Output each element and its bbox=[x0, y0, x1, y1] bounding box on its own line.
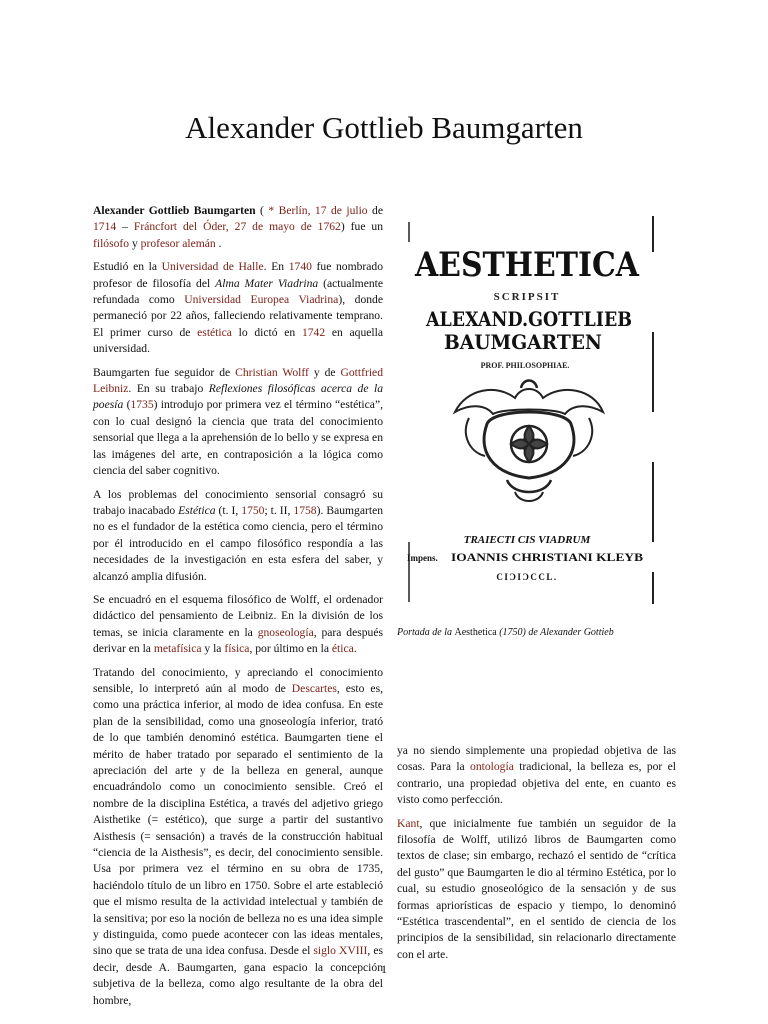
text: ) fue un bbox=[340, 220, 384, 234]
link-filosofo[interactable]: filósofo bbox=[93, 236, 130, 250]
text: (t. I, bbox=[215, 503, 242, 517]
paragraph-wolff bbox=[93, 365, 383, 480]
link-1742[interactable]: 1742 bbox=[301, 325, 326, 339]
text: (actualmente refundada como bbox=[93, 276, 384, 307]
text: , para después derivar en la bbox=[93, 625, 383, 656]
text: y de bbox=[308, 365, 341, 379]
link-death[interactable]: Fráncfort del Óder, 27 de mayo de 1762 bbox=[133, 220, 341, 234]
text: , que inicialmente fue también un seguidor de la filosofía de Wolff, utilizó libros de Baumgarten como textos de clase; sin embargo, rechazó el sentido de “crítica del gusto” que Baumgarten le dio al término Estética, por lo cual, su estudio gnoseológico de la sensación y de sus formas apriorísticas de espacio y tiempo, lo denominó “Estética trascendental”, en el sentido de ciencia de los principios de la sensibilidad, sin relacionarlo directamente con el arte. bbox=[397, 816, 676, 961]
link-christian-wolff[interactable]: Christian Wolff bbox=[235, 365, 309, 379]
link-universidad-halle[interactable]: Universidad de Halle bbox=[161, 260, 264, 274]
figure-publisher: IOANNIS CHRISTIANI KLEYB bbox=[451, 550, 643, 564]
link-kant[interactable]: Kant bbox=[397, 816, 420, 830]
ornament-vignette bbox=[455, 381, 603, 502]
italic-text: Estética bbox=[178, 503, 216, 517]
figure-prof: PROF. PHILOSOPHIAE. bbox=[480, 361, 570, 370]
text: A los problemas del conocimiento sensorial consagró su trabajo inacabado bbox=[93, 487, 383, 517]
figure-year: CIƆIƆCCL. bbox=[496, 572, 558, 582]
link-1740[interactable]: 1740 bbox=[288, 260, 312, 274]
text: ). Baumgarten no es el fundador de la estética como ciencia, pero el término por él introducido en el campo filosófico respondía a las necesidades de la investigación en esta esfera del saber, y alcanzó amplia difusión. bbox=[93, 503, 384, 583]
text: Estudió en la bbox=[93, 260, 162, 274]
link-gnoseologia[interactable]: gnoseología bbox=[257, 625, 314, 639]
link-profesor[interactable]: profesor alemán bbox=[140, 236, 216, 250]
text: ( bbox=[123, 398, 131, 412]
link-siglo-xviii[interactable]: siglo XVIII bbox=[313, 944, 368, 958]
text: de bbox=[367, 204, 383, 217]
link-fisica[interactable]: física bbox=[224, 642, 250, 656]
link-birth[interactable]: * Berlín, 17 de julio bbox=[268, 204, 368, 217]
figure-place: TRAIECTI CIS VIADRUM bbox=[463, 534, 591, 546]
text: ) introdujo por primera vez el término “estética”, con lo cual designó la ciencia que trata del conocimiento sensorial que llega a la aprehensión de lo bello y se expresa en las imágenes del arte, en contraposición a la lógica como ciencia del saber cognitivo. bbox=[93, 398, 383, 478]
text: . En su trabajo bbox=[128, 382, 209, 396]
caption-work-title: Aesthetica bbox=[454, 627, 497, 638]
text: ya no siendo simplemente una propiedad objetiva de las cosas. Para la bbox=[397, 744, 676, 774]
text: fue nombrado profesor de filosofía del bbox=[93, 260, 383, 290]
caption-text: Portada de la bbox=[397, 627, 455, 638]
text: Tratando del conocimiento, y apreciando el conocimiento sensible, lo interpretó aún al modo de bbox=[93, 665, 383, 695]
text: . bbox=[215, 236, 222, 250]
text: – bbox=[116, 220, 134, 234]
text: , esto es, como una práctica inferior, al modo de idea confusa. En este plan de la sensibilidad, como una gnoseología inferior, trató de lo que también denominó estética. Baumgarten tiene el mérito de haber tratado por separado el sentimiento de la apreciación del arte y de la belleza en general, aunque encuadrándolo como un conocimiento sensible. Creó el nombre de la disciplina Estética, a través del adjetivo griego Aisthetike (= estético), que surge a partir del sustantivo Aisthesis (= sensación) a través de la construcción habitual “ciencia de la Aisthesis”, es decir, del conocimiento sensible. Usa por primera vez el término en su obra de 1735, haciéndolo título de un libro en 1750. Sobre el arte estableció que el mismo resulta de la actividad intelectual y también de la sensitiva; por eso la noción de belleza no es una idea simple y distinguida, como puede acontecer con las ideas mentales, sino que se trata de una idea confusa. Desde el bbox=[93, 681, 383, 958]
text: . En bbox=[263, 260, 289, 274]
figure-scripsit: SCRIPSIT bbox=[493, 291, 561, 303]
text: tradicional, la belleza es, por el contrario, una propiedad objetiva del ente, en cuanto es visto como perfección. bbox=[397, 760, 676, 807]
subject-name: Alexander Gottlieb Baumgarten bbox=[93, 204, 256, 217]
link-1735[interactable]: 1735 bbox=[130, 398, 154, 412]
caption-text: (1750) de Alexander Gottieb bbox=[496, 627, 614, 638]
text: , es decir, desde A. Baumgarten, gana espacio la concepción subjetiva de la belleza, como algo resultante de la obra del hombre, bbox=[93, 944, 383, 1007]
link-universidad-viadrina[interactable]: Universidad Europea Viadrina bbox=[184, 293, 339, 307]
link-etica[interactable]: ética bbox=[331, 642, 354, 656]
figure-author-last: BAUMGARTEN bbox=[444, 330, 602, 354]
paragraph-conocimiento bbox=[93, 665, 383, 1010]
paragraph-ontologia bbox=[397, 743, 676, 809]
text: ( bbox=[255, 204, 269, 217]
figure-main-title: AESTHETICA bbox=[414, 245, 640, 285]
link-1758[interactable]: 1758 bbox=[293, 503, 317, 517]
left-column bbox=[93, 203, 383, 1016]
paragraph-halle bbox=[93, 259, 383, 357]
figure-author-first: ALEXAND.GOTTLIEB bbox=[425, 307, 632, 331]
italic-text: Reflexiones filosóficas acerca de la poesía bbox=[93, 382, 383, 412]
text: . bbox=[353, 642, 357, 656]
text: ), donde permaneció por 22 años, falleciendo relativamente temprano. El primer curso de bbox=[93, 293, 384, 339]
italic-text: Alma Mater Viadrina bbox=[215, 276, 319, 290]
text: y bbox=[129, 236, 141, 250]
paragraph-intro bbox=[93, 203, 383, 252]
paragraph-esquema bbox=[93, 592, 383, 658]
link-metafisica[interactable]: metafísica bbox=[153, 642, 202, 656]
text: y la bbox=[201, 642, 225, 656]
text: lo dictó en bbox=[231, 325, 302, 339]
title-page-engraving bbox=[397, 212, 677, 612]
aesthetica-title-page-image bbox=[397, 212, 677, 612]
link-estetica[interactable]: estética bbox=[197, 325, 232, 339]
text: Se encuadró en el esquema filosófico de Wolff, el ordenador didáctico del pensamiento de Leibniz. En la división de los temas, se inicia claramente en la bbox=[93, 592, 383, 639]
link-ontologia[interactable]: ontología bbox=[470, 760, 514, 774]
paragraph-estetica bbox=[93, 487, 383, 585]
link-descartes[interactable]: Descartes bbox=[291, 681, 337, 695]
link-1750[interactable]: 1750 bbox=[241, 503, 265, 517]
right-column bbox=[397, 743, 676, 970]
text: Baumgarten fue seguidor de bbox=[93, 365, 236, 379]
paragraph-kant bbox=[397, 816, 676, 964]
figure-caption bbox=[397, 627, 687, 638]
text: ; t. II, bbox=[264, 503, 294, 517]
text: , por último en la bbox=[249, 642, 332, 656]
link-1714[interactable]: 1714 bbox=[93, 220, 117, 234]
page-number: 1 bbox=[381, 962, 387, 976]
page-title: Alexander Gottlieb Baumgarten bbox=[185, 110, 583, 145]
link-gottfried-leibniz[interactable]: Gottfried Leibniz bbox=[93, 365, 383, 396]
figure-impens: Impens. bbox=[407, 553, 438, 563]
text: en aquella universidad. bbox=[93, 325, 383, 356]
